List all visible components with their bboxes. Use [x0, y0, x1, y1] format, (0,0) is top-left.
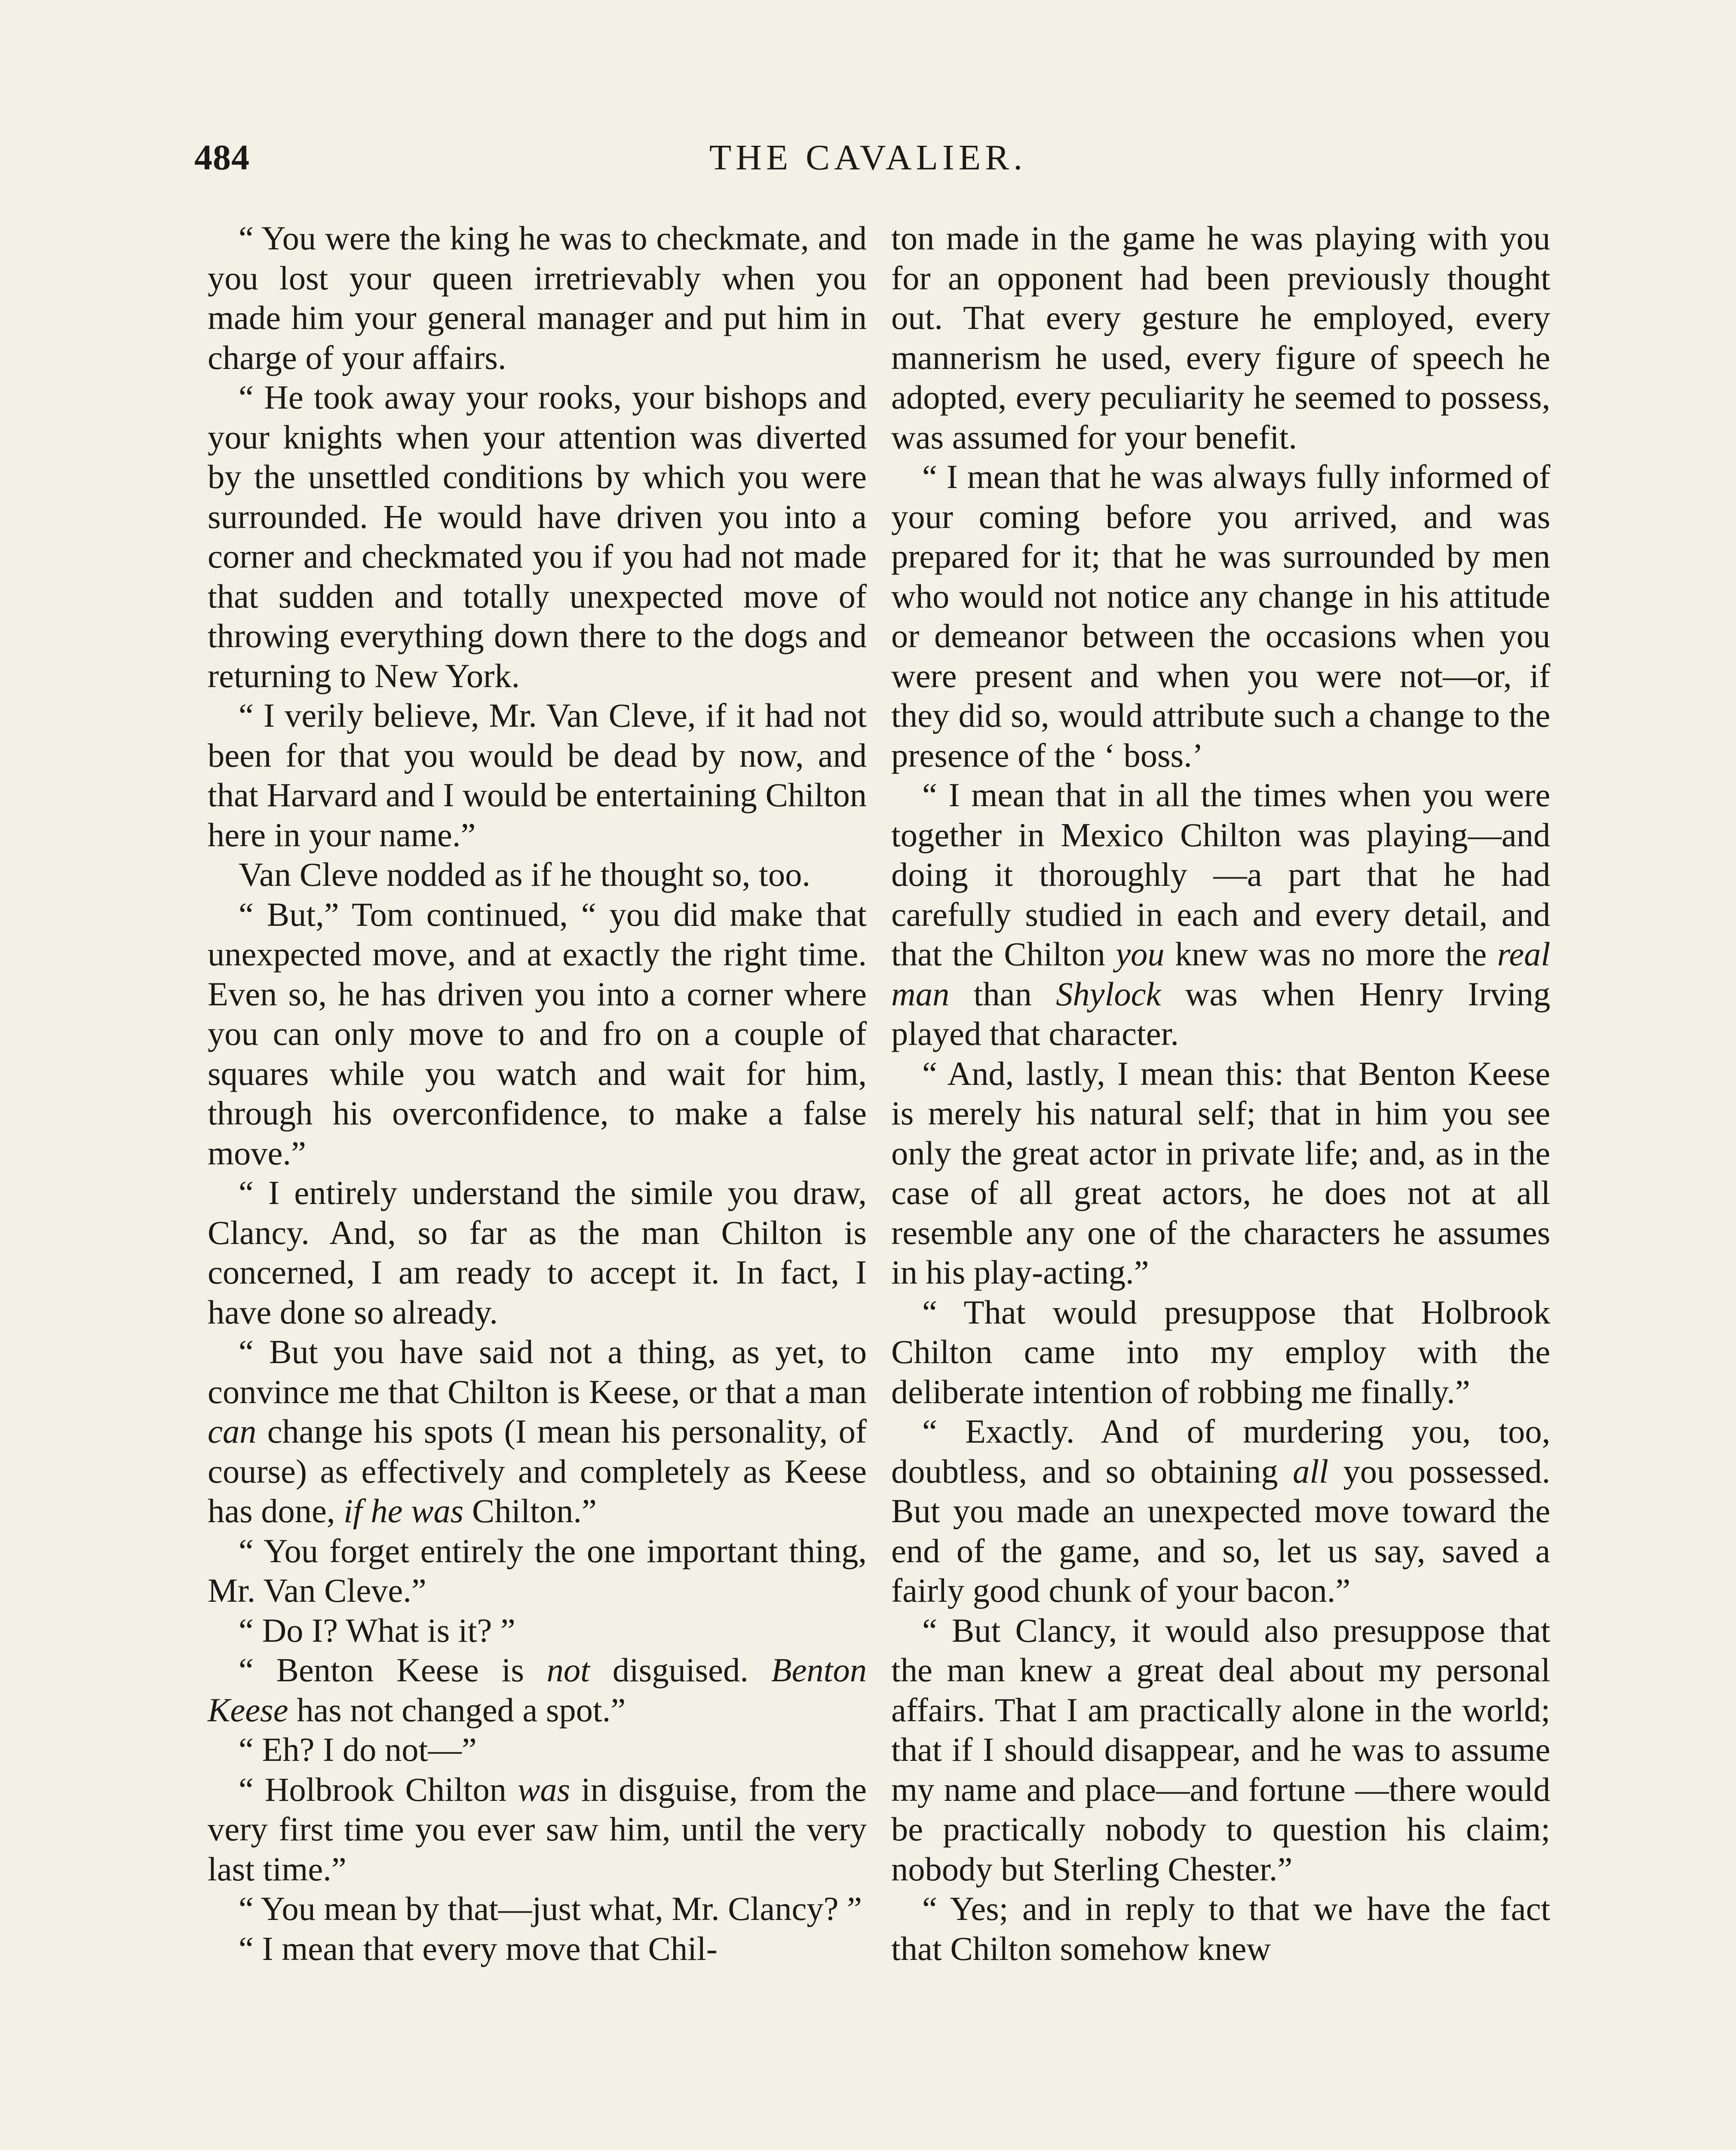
running-head: THE CAVALIER.: [709, 138, 1027, 178]
text-run: “ But,” Tom continued, “ you did make that unexpected move, and at exactly the right time. Even so, he has driven you into a corner where you can only move to and fro on a couple of squares while you watch and wait for him, through his overconfidence, to make a false move.”: [208, 895, 867, 1172]
italic-text: can: [208, 1413, 257, 1450]
text-run: “ You were the king he was to checkmate, and you lost your queen irretrievably when you made him your general manager and put him in charge of your affairs.: [208, 219, 867, 376]
text-run: you possessed. But you made an unexpected move toward the end of the game, and so, let us say, saved a fairly good chunk of your bacon.”: [891, 1452, 1550, 1609]
text-run: “ But you have said not a thing, as yet, to convince me that Chilton is Keese, or that a man: [208, 1333, 867, 1410]
paragraph: [208, 855, 867, 895]
paragraph: [891, 1293, 1550, 1412]
italic-text: if he was: [344, 1492, 464, 1530]
paragraph: [208, 696, 867, 855]
text-run: “ Yes; and in reply to that we have the fact that Chilton somehow knew: [891, 1890, 1550, 1967]
paragraph: [208, 1730, 867, 1770]
text-run: knew was no more the: [1164, 935, 1497, 973]
paragraph: [208, 1889, 867, 1929]
text-run: Chilton.”: [463, 1492, 597, 1530]
text-run: “ You mean by that—just what, Mr. Clancy? ”: [239, 1890, 862, 1927]
paragraph: [891, 218, 1550, 457]
text-run: was when Henry Irving played that character.: [891, 975, 1550, 1052]
text-run: “ Eh? I do not—”: [239, 1731, 477, 1768]
text-run: “ Holbrook Chilton: [239, 1770, 518, 1808]
text-run: “ Do I? What is it? ”: [239, 1611, 515, 1649]
text-run: change his spots (I mean his personality, of course) as effectively and completely as Keese has done,: [208, 1413, 867, 1530]
text-run: Van Cleve nodded as if he thought so, too.: [239, 856, 810, 893]
italic-text: Benton Keese: [208, 1651, 867, 1729]
text-run: “ I mean that every move that Chil-: [239, 1929, 718, 1967]
text-run: has not changed a spot.”: [288, 1691, 626, 1729]
page-number: 484: [194, 138, 250, 178]
italic-text: Shylock: [1056, 975, 1161, 1013]
italic-text: real man: [891, 935, 1550, 1013]
text-run: “ I mean that he was always fully informed of your coming before you arrived, and was prepared for it; that he was surrounded by men who would not notice any change in his attitude or demeanor between the occasions when you were present and when you were not—or, if they did so, would attribute such a change to the presence of the ‘ boss.’: [891, 458, 1550, 774]
paragraph: [208, 1332, 867, 1531]
paragraph: [208, 1611, 867, 1651]
paragraph: [208, 1173, 867, 1332]
paragraph: [208, 1770, 867, 1889]
text-run: “ I verily believe, Mr. Van Cleve, if it had not been for that you would be dead by now, and that Harvard and I would be entertaining Chilton here in your name.”: [208, 697, 867, 854]
text-run: “ You forget entirely the one important thing, Mr. Van Cleve.”: [208, 1532, 867, 1609]
left-column: [208, 218, 867, 1969]
text-run: “ That would presuppose that Holbrook Chilton came into my employ with the deliberate intention of robbing me finally.”: [891, 1293, 1550, 1410]
text-run: disguised.: [589, 1651, 771, 1689]
paragraph: [208, 218, 867, 378]
paragraph: [208, 1650, 867, 1730]
paragraph: [891, 775, 1550, 1054]
text-run: “ He took away your rooks, your bishops and your knights when your attention was diverted by the unsettled conditions by which you were surrounded. He would have driven you into a corner and checkmated you if you had not made that sudden and totally unexpected move of throwing everything down there to the dogs and returning to New York.: [208, 378, 867, 694]
italic-text: you: [1116, 935, 1165, 973]
text-run: in disguise, from the very first time you ever saw him, until the very last time.”: [208, 1770, 867, 1888]
right-column: [891, 218, 1550, 1969]
text-run: “ I entirely understand the simile you draw, Clancy. And, so far as the man Chilton is concerned, I am ready to accept it. In fact, I have done so already.: [208, 1174, 867, 1331]
text-run: “ But Clancy, it would also presuppose that the man knew a great deal about my personal affairs. That I am practically alone in the world; that if I should disappear, and he was to assume my name and place—and fortune —there would be practically nobody to question his claim; nobody but Sterling Chester.”: [891, 1611, 1550, 1888]
italic-text: was: [517, 1770, 570, 1808]
paragraph: [891, 1412, 1550, 1611]
paragraph: [891, 1889, 1550, 1969]
paragraph: [208, 895, 867, 1173]
text-run: “ Benton Keese is: [239, 1651, 547, 1689]
paragraph: [891, 1611, 1550, 1889]
paragraph: [208, 378, 867, 696]
paragraph: [891, 457, 1550, 775]
text-run: ton made in the game he was playing with you for an opponent had been previously thought out. That every gesture he employed, every mannerism he used, every figure of speech he adopted, every peculiarity he seemed to possess, was assumed for your benefit.: [891, 219, 1550, 456]
paragraph: [208, 1929, 867, 1969]
paragraph: [208, 1531, 867, 1611]
text-run: “ Exactly. And of murdering you, too, doubtless, and so obtaining: [891, 1413, 1550, 1490]
text-run: than: [949, 975, 1056, 1013]
text-run: “ And, lastly, I mean this: that Benton Keese is merely his natural self; that in him you see only the great actor in private life; and, as in the case of all great actors, he does not at all resemble any one of the characters he assumes in his play-acting.”: [891, 1054, 1550, 1291]
text-run: “ I mean that in all the times when you were together in Mexico Chilton was playing—and doing it thoroughly —a part that he had carefully studied in each and every detail, and that the Chilton: [891, 776, 1550, 973]
italic-text: all: [1293, 1452, 1328, 1490]
italic-text: not: [546, 1651, 590, 1689]
paragraph: [891, 1054, 1550, 1293]
